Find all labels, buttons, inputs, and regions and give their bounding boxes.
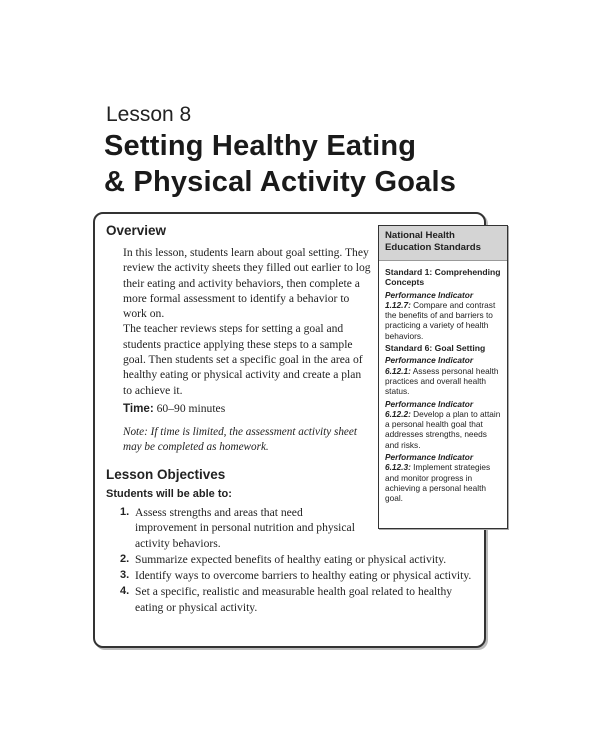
- indicator-code: 6.12.1:: [385, 365, 411, 376]
- time-line: [123, 402, 225, 415]
- list-item: [106, 552, 476, 567]
- indicator-desc: Assess personal health practices and overall health status.: [385, 365, 499, 397]
- overview-text: [123, 245, 373, 398]
- sidebar-heading: National Health Education Standards: [379, 226, 507, 261]
- indicator-code: 6.12.2:: [385, 408, 411, 419]
- item-text: Assess strengths and areas that need improvement in personal nutrition and physical activity behaviors.: [135, 506, 355, 550]
- objectives-heading: Lesson Objectives: [106, 467, 226, 482]
- overview-heading: Overview: [106, 223, 167, 238]
- objectives-intro: Students will be able to:: [106, 488, 232, 500]
- list-item: [106, 568, 476, 583]
- indicator-desc: Develop a plan to attain a personal health goal that addresses strengths, needs and risks.: [385, 408, 501, 450]
- standards-sidebar: [378, 225, 508, 529]
- indicator-label: Performance Indicator: [385, 452, 474, 463]
- indicator-block: [385, 452, 501, 503]
- item-number: 3.: [120, 569, 130, 582]
- item-number: 2.: [120, 552, 130, 565]
- indicator-desc: Compare and contrast the benefits of and barriers to practicing a variety of health behaviors.: [385, 299, 496, 341]
- indicator-code: 1.12.7:: [385, 299, 411, 310]
- overview-paragraph-1: In this lesson, students learn about goal setting. They review the activity sheets they filled out earlier to log their eating and activity behaviors, then complete a more formal assessment to identify a behavior to work on.: [123, 246, 371, 321]
- indicator-desc: Implement strategies and monitor progress in achieving a personal health goal.: [385, 462, 491, 504]
- list-item: [106, 505, 360, 551]
- item-number: 4.: [120, 585, 130, 598]
- overview-paragraph-2: The teacher reviews steps for setting a goal and students practice applying these steps to a sample goal. Then students set a specific goal in the area of healthy eating or physical activity and create a plan to achieve it.: [123, 322, 363, 397]
- time-label: Time:: [123, 402, 154, 415]
- title-line-2: & Physical Activity Goals: [104, 166, 457, 198]
- indicator-block: [385, 399, 501, 450]
- title-line-1: Setting Healthy Eating: [104, 130, 417, 162]
- indicator-block: [385, 355, 501, 396]
- indicator-label: Performance Indicator: [385, 355, 474, 366]
- indicator-code: 6.12.3:: [385, 462, 411, 473]
- indicator-block: [385, 290, 501, 341]
- standard-6-title: Standard 6: Goal Setting: [385, 343, 486, 354]
- standard-1-title: Standard 1: Comprehending Concepts: [385, 267, 501, 288]
- indicator-label: Performance Indicator: [385, 398, 474, 409]
- lesson-label: Lesson 8: [106, 103, 192, 126]
- indicator-label: Performance Indicator: [385, 289, 474, 300]
- item-number: 1.: [120, 506, 130, 518]
- list-item: [106, 584, 476, 615]
- item-text: Summarize expected benefits of healthy eating or physical activity.: [135, 552, 447, 566]
- time-note: Note: If time is limited, the assessment activity sheet may be completed as homework.: [123, 426, 357, 453]
- page-title: [104, 128, 456, 200]
- item-text: Set a specific, realistic and measurable health goal related to healthy eating or physical activity.: [135, 585, 453, 614]
- item-text: Identify ways to overcome barriers to healthy eating or physical activity.: [135, 569, 472, 583]
- time-value: 60–90 minutes: [156, 402, 226, 415]
- sidebar-body: [379, 261, 507, 510]
